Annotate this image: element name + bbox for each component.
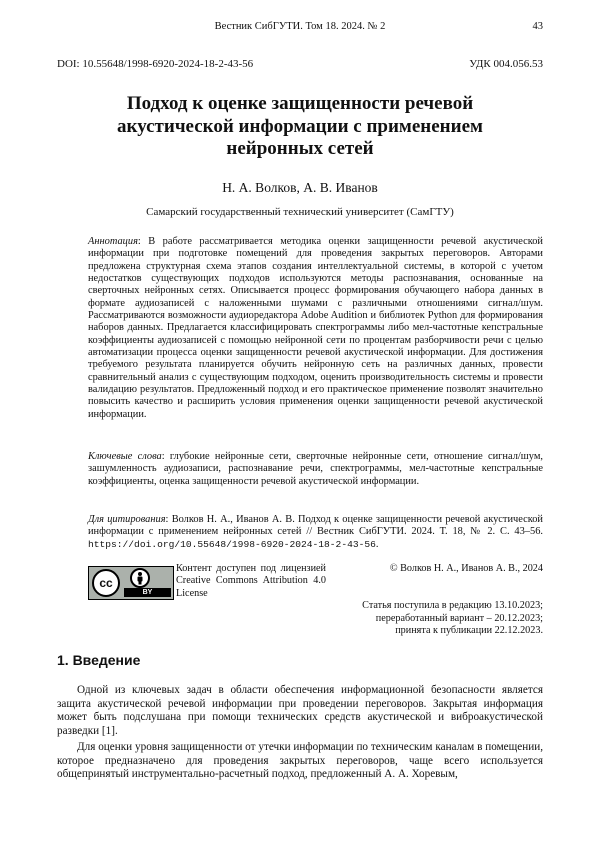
by-label: BY <box>124 588 171 597</box>
doi-line: DOI: 10.55648/1998-6920-2024-18-2-43-56 <box>57 58 254 70</box>
cc-by-license-badge[interactable] <box>88 566 174 600</box>
article-dates <box>362 600 543 638</box>
abstract-label: Аннотация <box>88 236 138 247</box>
section-heading: 1. Введение <box>57 652 141 668</box>
body-paragraph: Для оценки уровня защищенности от утечки информации по техническим каналам в помещении, которое предназначено для проведения закрытых переговоров, чаще всего используется общепринятый инструментально-расчетный подход, предложенный А. А. Хоревым, <box>57 741 543 781</box>
license-text: Контент доступен под лицензией Creative Commons Attribution 4.0 License <box>176 563 326 599</box>
doi-link[interactable]: https://doi.org/10.55648/1998-6920-2024-18-2-43-56 <box>88 538 376 550</box>
body-paragraph: Одной из ключевых задач в области обеспечения информационной безопасности является защита акустической речевой информации при проведении переговоров. Закрытая информация может быть подслушана при помощи технических средств акустической и виброакустической разведки [1]. <box>57 684 543 737</box>
authors: Н. А. Волков, А. В. Иванов <box>222 180 378 195</box>
revised-date: переработанный вариант – 20.12.2023; <box>375 612 543 624</box>
page-number: 43 <box>532 21 543 32</box>
citation-text: : Волков Н. А., Иванов А. В. Подход к оценке защищенности речевой акустической информации с применением нейронных сетей // Вестник СибГУТИ. 2024. Т. 18, № 2. С. 43–56. <box>88 514 543 538</box>
abstract-text: : В работе рассматривается методика оценки защищенности речевой акустической информации при подготовке помещений для проведения закрытых переговоров. Авторами предложена структурная схема этапов создания интеллектуальной системы, в которой с учетом недостатков существующих подходов используются методы распознавания, основанные на сверточных нейронных сетях. Описывается процесс формирования обучающего набора данных в формате аудиозаписей с наложенными шумами с различными отношениями сигнал/шум. Рассматриваются возможности аудиоредактора Adobe Audition и библиотек Python для формирования наборов данных. Предлагается классифицировать спектрограммы либо мел-частотные кепстральные коэффициенты аудиозаписей с помощью нейронной сети по процентам разборчивости речи с целью автоматизации процесса оценки защищенности речевой акустической информации. Для достижения требуемого результата планируется обучить нейронную сеть на различных данных, провести сравнительный анализ с существующим подходом, оценить производительность системы и провести валидацию результатов. Предложенный подход и его практическое применение позволят значительно повысить качество и расширить условия применения оценки защищенности речевой акустической информации. <box>88 236 543 420</box>
citation-tail: . <box>375 538 379 550</box>
udk-code: УДК 004.056.53 <box>469 58 543 70</box>
keywords-label: Ключевые слова <box>88 451 162 462</box>
keywords <box>88 451 543 488</box>
citation-label: Для цитирования <box>88 514 166 525</box>
article-title: Подход к оценке защищенности речевой акустической информации с применением нейронных сетей <box>117 93 483 159</box>
accepted-date: принята к публикации 22.12.2023. <box>395 625 543 636</box>
citation <box>88 514 543 551</box>
affiliation: Самарский государственный технический университет (СамГТУ) <box>146 206 454 218</box>
creative-commons-icon: cc <box>92 569 120 597</box>
abstract <box>88 236 543 421</box>
keywords-text: : глубокие нейронные сети, сверточные нейронные сети, отношение сигнал/шум, зашумленность аудиозаписи, распознавание речи, спектрограммы, мел-частотные кепстральные коэффициенты, оценка защищенности речевой акустической информации. <box>88 451 543 487</box>
attribution-person-icon <box>130 568 150 588</box>
received-date: Статья поступила в редакцию 13.10.2023; <box>362 600 543 611</box>
running-header: Вестник СибГУТИ. Том 18. 2024. № 2 <box>214 21 386 32</box>
copyright: © Волков Н. А., Иванов А. В., 2024 <box>389 563 543 574</box>
